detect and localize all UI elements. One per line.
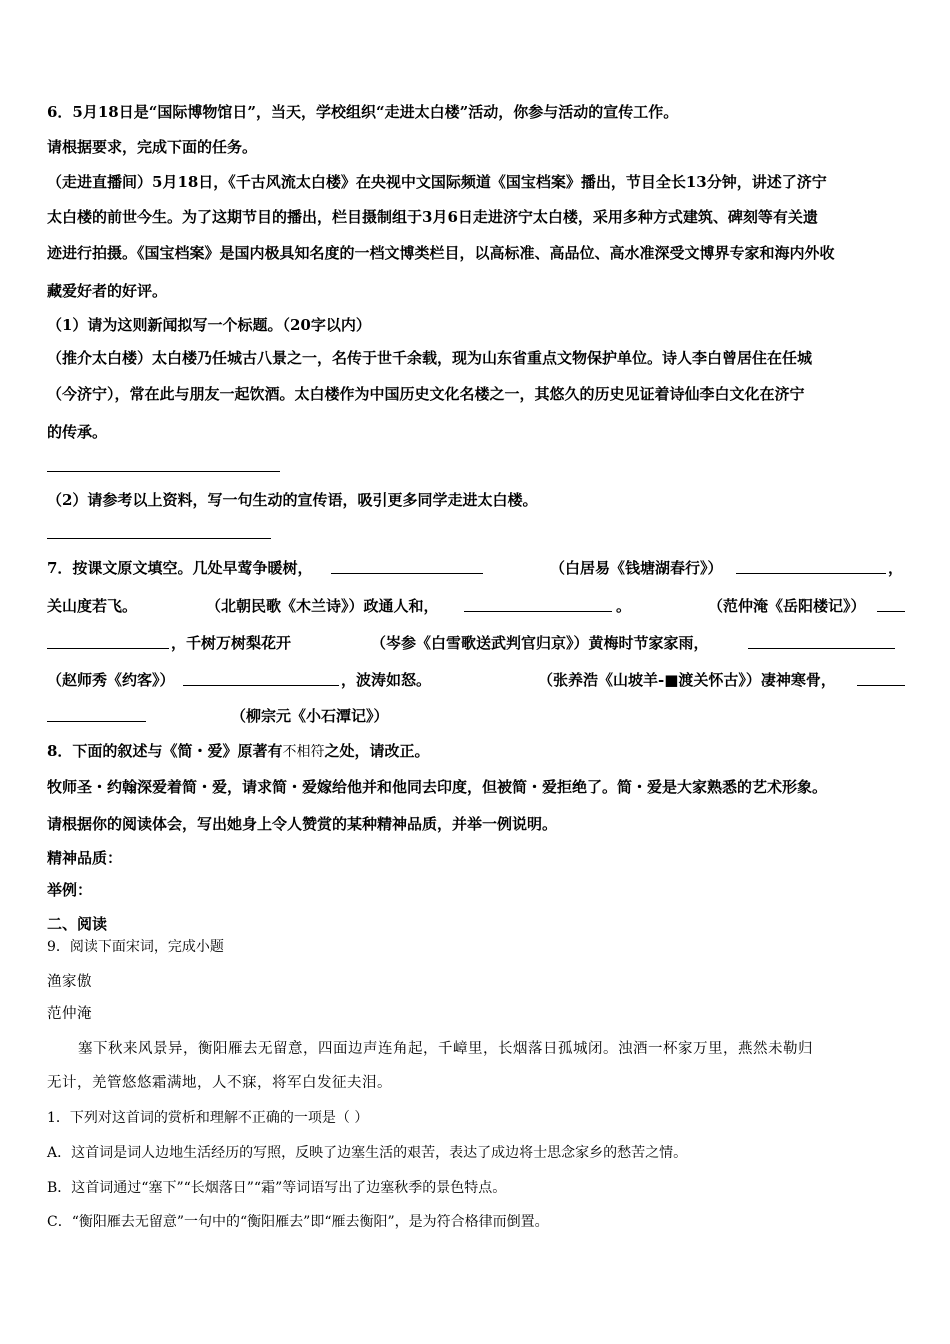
q7-period-2: 。 — [616, 597, 632, 615]
section-heading: 二、阅读 — [47, 915, 108, 933]
blank-4b[interactable] — [47, 633, 169, 649]
q8-body-line-1: 牧师圣・约翰深爱着简・爱，请求简・爱嫁给他并和他同去印度，但被简・爱拒绝了。简・爱是大家熟悉的艺术形象。 — [47, 778, 828, 796]
q7-source-2: （北朝民歌《木兰诗》）政通人和， — [206, 597, 439, 615]
q8-example-label: 举例： — [47, 881, 93, 899]
blank-5[interactable] — [748, 633, 895, 649]
q7-intro: 7．按课文原文填空。几处早莺争暖树， — [47, 559, 313, 577]
q7-line4-text: ，波涛如怒。 — [341, 671, 432, 689]
q7-source-4: （岑参《白雪歌送武判官归京》）黄梅时节家家雨， — [371, 634, 709, 652]
blank-6[interactable] — [183, 670, 339, 686]
q7-source-6: （张养浩《山坡羊-■渡关怀古》）凄神寒骨， — [538, 671, 836, 689]
blank-2[interactable] — [736, 558, 886, 574]
answer-line-slogan[interactable] — [47, 538, 271, 539]
q8-body-line-2: 请根据你的阅读体会，写出她身上令人赞赏的某种精神品质，并举一例说明。 — [47, 815, 558, 833]
blank-4a[interactable] — [877, 596, 905, 612]
poem-line-1: 塞下秋来风景异，衡阳雁去无留意，四面边声连角起，千嶂里，长烟落日孤城闭。浊酒一杯家万里，燕然未勒归 — [78, 1041, 813, 1057]
q7-line2-text: 关山度若飞。 — [47, 597, 138, 615]
blank-3[interactable] — [464, 596, 612, 612]
q8-intro-c: 之处，请改正。 — [324, 742, 430, 760]
q7-source-5: （赵师秀《约客》） — [47, 671, 175, 689]
q7-line3-text: ，千树万树梨花开 — [171, 634, 292, 652]
q6-intro2-line-3: 的传承。 — [47, 423, 108, 441]
q8-intro-a: 8．下面的叙述与《简・爱》原著有 — [47, 742, 283, 760]
sub-question-1: 1．下列对这首词的赏析和理解不正确的一项是（ ） — [47, 1110, 369, 1126]
option-b[interactable]: B．这首词通过“塞下”“长烟落日”“霜”等词语写出了边塞秋季的景色特点。 — [47, 1180, 507, 1196]
q6-intro2-line-1: （推介太白楼）太白楼乃任城古八景之一，名传于世千余载，现为山东省重点文物保护单位。诗人李白曾居住在任城 — [47, 349, 813, 367]
q8-intro-emphasis: 不相符 — [282, 744, 325, 760]
q7-source-3: （范仲淹《岳阳楼记》） — [708, 597, 866, 615]
q7-source-1: （白居易《钱塘湖春行》） — [550, 559, 723, 577]
q6-task-1: （1）请为这则新闻拟写一个标题。（20字以内） — [47, 316, 371, 334]
poem-title: 渔家傲 — [47, 974, 92, 990]
blank-7b[interactable] — [47, 706, 146, 722]
option-a[interactable]: A．这首词是词人边地生活经历的写照，反映了边塞生活的艰苦，表达了成边将士思念家乡的愁苦之情。 — [47, 1145, 688, 1161]
poem-line-2: 无计，羌管悠悠霜满地，人不寐，将军白发征夫泪。 — [47, 1075, 392, 1091]
option-c[interactable]: C．“衡阳雁去无留意”一句中的“衡阳雁去”即“雁去衡阳”，是为符合格律而倒置。 — [47, 1214, 549, 1230]
q6-task-2: （2）请参考以上资料，写一句生动的宣传语，吸引更多同学走进太白楼。 — [47, 491, 538, 509]
poem-author: 范仲淹 — [47, 1006, 92, 1022]
blank-7a[interactable] — [857, 670, 905, 686]
q6-intro2-line-2: （今济宁），常在此与朋友一起饮酒。太白楼作为中国历史文化名楼之一，其悠久的历史见证着诗仙李白文化在济宁 — [47, 385, 805, 403]
q6-news-line-3: 迹进行拍摄。《国宝档案》是国内极具知名度的一档文博类栏目，以高标准、高品位、高水准深受文博界专家和海内外收 — [47, 244, 835, 262]
q6-instruction: 请根据要求，完成下面的任务。 — [47, 138, 258, 156]
q6-news-line-2: 太白楼的前世今生。为了这期节目的播出，栏目摄制组于3月6日走进济宁太白楼，采用多种方式建筑、碑刻等有关遗 — [47, 208, 818, 226]
q7-source-7: （柳宗元《小石潭记》） — [231, 707, 389, 725]
answer-line-title[interactable] — [47, 471, 280, 472]
q6-news-line-1: （走进直播间）5月18日，《千古风流太白楼》在央视中文国际频道《国宝档案》播出，节目全长13分钟，讲述了济宁 — [47, 173, 827, 191]
q8-quality-label: 精神品质： — [47, 849, 123, 867]
q9-intro: 9．阅读下面宋词，完成小题 — [47, 939, 224, 955]
blank-1[interactable] — [331, 558, 483, 574]
q8-intro — [47, 741, 429, 762]
q6-intro: 6．5月18日是“国际博物馆日”，当天，学校组织“走进太白楼”活动，你参与活动的宣传工作。 — [47, 103, 679, 121]
q7-comma-1: ， — [888, 559, 904, 577]
q6-news-line-4: 藏爱好者的好评。 — [47, 282, 168, 300]
